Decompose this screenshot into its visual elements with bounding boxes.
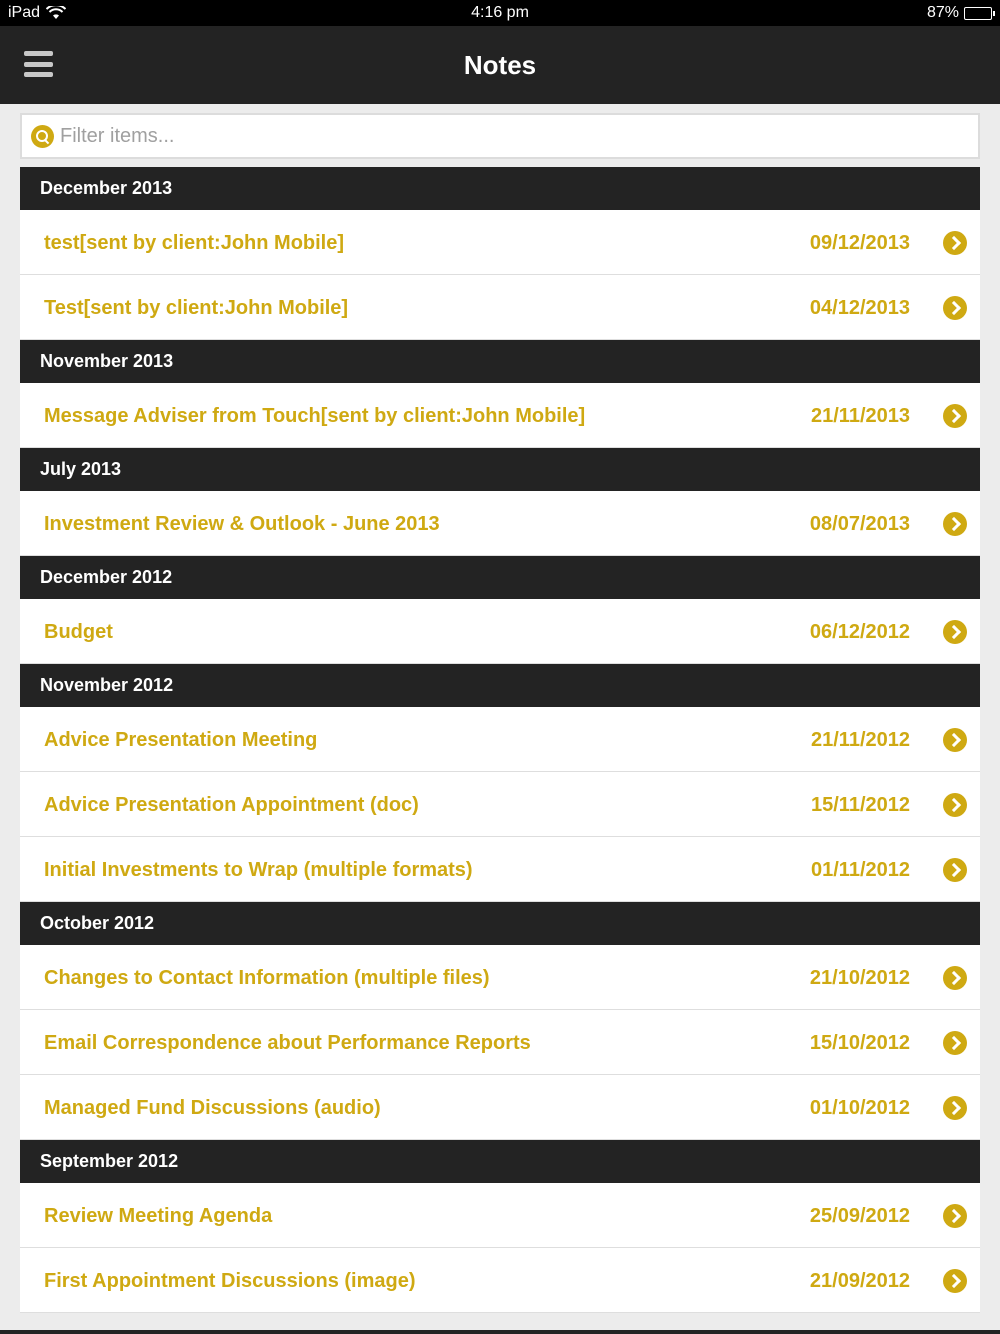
page-title: Notes	[463, 50, 537, 80]
note-date: 21/11/2013	[811, 405, 910, 427]
note-date: 15/11/2012	[811, 794, 910, 816]
filter-bar	[20, 113, 980, 159]
note-row[interactable]	[20, 491, 980, 556]
section-header: October 2012	[20, 902, 980, 945]
note-row[interactable]	[20, 1248, 980, 1313]
note-row[interactable]	[20, 945, 980, 1010]
note-date: 06/12/2012	[809, 621, 910, 643]
status-right	[927, 4, 992, 22]
device-name: iPad	[8, 4, 41, 21]
note-date: 04/12/2013	[809, 297, 910, 319]
note-title: First Appointment Discussions (image)	[44, 1270, 416, 1292]
note-date: 01/10/2012	[809, 1097, 910, 1119]
note-row[interactable]	[20, 599, 980, 664]
note-date: 08/07/2013	[809, 513, 910, 535]
notes-list	[20, 167, 980, 1313]
chevron-right-icon[interactable]	[943, 231, 967, 255]
note-row[interactable]	[20, 1075, 980, 1140]
note-date: 21/09/2012	[809, 1270, 910, 1292]
section-header: July 2013	[20, 448, 980, 491]
status-bar	[0, 0, 1000, 26]
section-header: November 2013	[20, 340, 980, 383]
note-row[interactable]	[20, 1183, 980, 1248]
note-title: Initial Investments to Wrap (multiple formats)	[44, 859, 473, 881]
chevron-right-icon[interactable]	[943, 620, 967, 644]
note-row[interactable]	[20, 772, 980, 837]
chevron-right-icon[interactable]	[943, 1269, 967, 1293]
note-date: 01/11/2012	[811, 859, 910, 881]
battery-percent: 87%	[926, 4, 959, 21]
chevron-right-icon[interactable]	[943, 1204, 967, 1228]
note-date: 25/09/2012	[809, 1205, 910, 1227]
section-header: September 2012	[20, 1140, 980, 1183]
note-row[interactable]	[20, 1010, 980, 1075]
note-title: Message Adviser from Touch[sent by client:John Mobile]	[44, 405, 586, 427]
note-title: Review Meeting Agenda	[44, 1205, 273, 1227]
note-date: 15/10/2012	[809, 1032, 910, 1054]
search-icon	[31, 125, 54, 148]
chevron-right-icon[interactable]	[943, 858, 967, 882]
note-title: Investment Review & Outlook - June 2013	[44, 513, 440, 535]
chevron-right-icon[interactable]	[943, 966, 967, 990]
chevron-right-icon[interactable]	[943, 296, 967, 320]
filter-input[interactable]	[60, 121, 960, 151]
section-header: November 2012	[20, 664, 980, 707]
chevron-right-icon[interactable]	[943, 728, 967, 752]
nav-bar	[0, 26, 1000, 104]
bottom-divider	[0, 1330, 1000, 1334]
section-header: December 2013	[20, 167, 980, 210]
note-date: 21/11/2012	[811, 729, 910, 751]
note-row[interactable]	[20, 210, 980, 275]
note-row[interactable]	[20, 837, 980, 902]
note-title: Advice Presentation Appointment (doc)	[44, 794, 419, 816]
chevron-right-icon[interactable]	[943, 793, 967, 817]
note-row[interactable]	[20, 383, 980, 448]
note-date: 21/10/2012	[809, 967, 910, 989]
note-row[interactable]	[20, 275, 980, 340]
chevron-right-icon[interactable]	[943, 1096, 967, 1120]
note-date: 09/12/2013	[809, 232, 910, 254]
note-title: Email Correspondence about Performance Reports	[44, 1032, 531, 1054]
note-title: Managed Fund Discussions (audio)	[44, 1097, 381, 1119]
note-row[interactable]	[20, 707, 980, 772]
note-title: Test[sent by client:John Mobile]	[44, 297, 349, 319]
note-title: Changes to Contact Information (multiple files)	[44, 967, 490, 989]
chevron-right-icon[interactable]	[943, 512, 967, 536]
section-header: December 2012	[20, 556, 980, 599]
note-title: Budget	[44, 621, 113, 643]
battery-icon	[964, 7, 992, 20]
chevron-right-icon[interactable]	[943, 1031, 967, 1055]
chevron-right-icon[interactable]	[943, 404, 967, 428]
note-title: test[sent by client:John Mobile]	[44, 232, 345, 254]
status-time: 4:16 pm	[471, 4, 529, 21]
note-title: Advice Presentation Meeting	[44, 729, 318, 751]
